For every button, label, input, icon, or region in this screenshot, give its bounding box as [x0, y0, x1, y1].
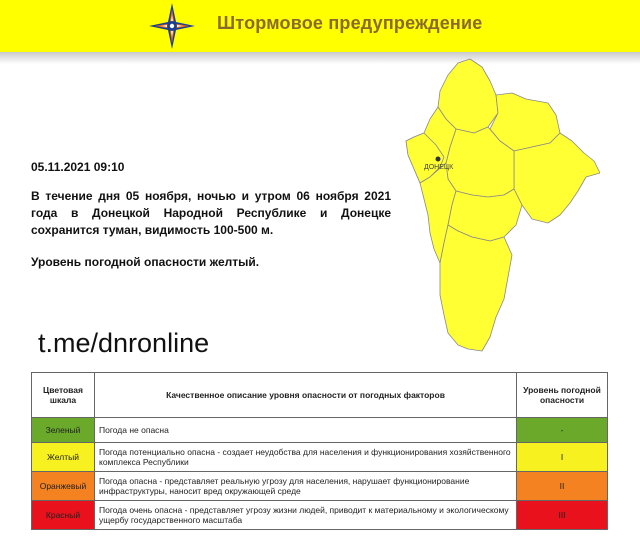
bulletin-text: В течение дня 05 ноября, ночью и утром 06 ноября 2021 года в Донецкой Народной Республике и Донецке сохранится туман, видимость 100-500 м. — [31, 189, 391, 237]
map-city-label: ДОНЕЦК — [424, 164, 454, 171]
page-title: Штормовое предупреждение — [217, 13, 483, 33]
table-row-yellow — [32, 443, 608, 472]
table-header-level: Уровень погодной опасности — [517, 373, 608, 418]
table-row-green — [32, 418, 608, 443]
telegram-channel-link[interactable]: t.me/dnronline — [38, 328, 210, 358]
level-cell-orange: II — [517, 472, 608, 501]
description-cell: Погода не опасна — [95, 418, 517, 443]
dpr-region-map — [400, 55, 600, 355]
level-cell-green: - — [517, 418, 608, 443]
description-cell: Погода очень опасна - представляет угрозу жизни людей, приводит к материальному и экологическому ущербу государственного масштаба — [95, 501, 517, 530]
color-cell-green: Зеленый — [32, 418, 95, 443]
description-cell: Погода опасна - представляет реальную угрозу для населения, нарушает функционирование инфраструктуры, наносит вред окружающей среде — [95, 472, 517, 501]
color-cell-yellow: Желтый — [32, 443, 95, 472]
map-region-southeast — [440, 225, 512, 351]
bulletin-datetime: 05.11.2021 09:10 — [31, 160, 125, 174]
table-row-red — [32, 501, 608, 530]
header-bar — [0, 0, 640, 52]
table-header-row — [32, 373, 608, 418]
table-header-description: Качественное описание уровня опасности от погодных факторов — [95, 373, 517, 418]
danger-scale-table — [31, 372, 608, 530]
donetsk-city-marker — [436, 157, 441, 162]
color-cell-red: Красный — [32, 501, 95, 530]
level-cell-yellow: I — [517, 443, 608, 472]
mchs-star-emblem-icon — [148, 2, 196, 50]
table-row-orange — [32, 472, 608, 501]
danger-level-text: Уровень погодной опасности желтый. — [31, 255, 260, 269]
level-cell-red: III — [517, 501, 608, 530]
description-cell: Погода потенциально опасна - создает неудобства для населения и функционирования хозяйственного комплекса Республики — [95, 443, 517, 472]
color-cell-orange: Оранжевый — [32, 472, 95, 501]
table-header-color: Цветовая шкала — [32, 373, 95, 418]
